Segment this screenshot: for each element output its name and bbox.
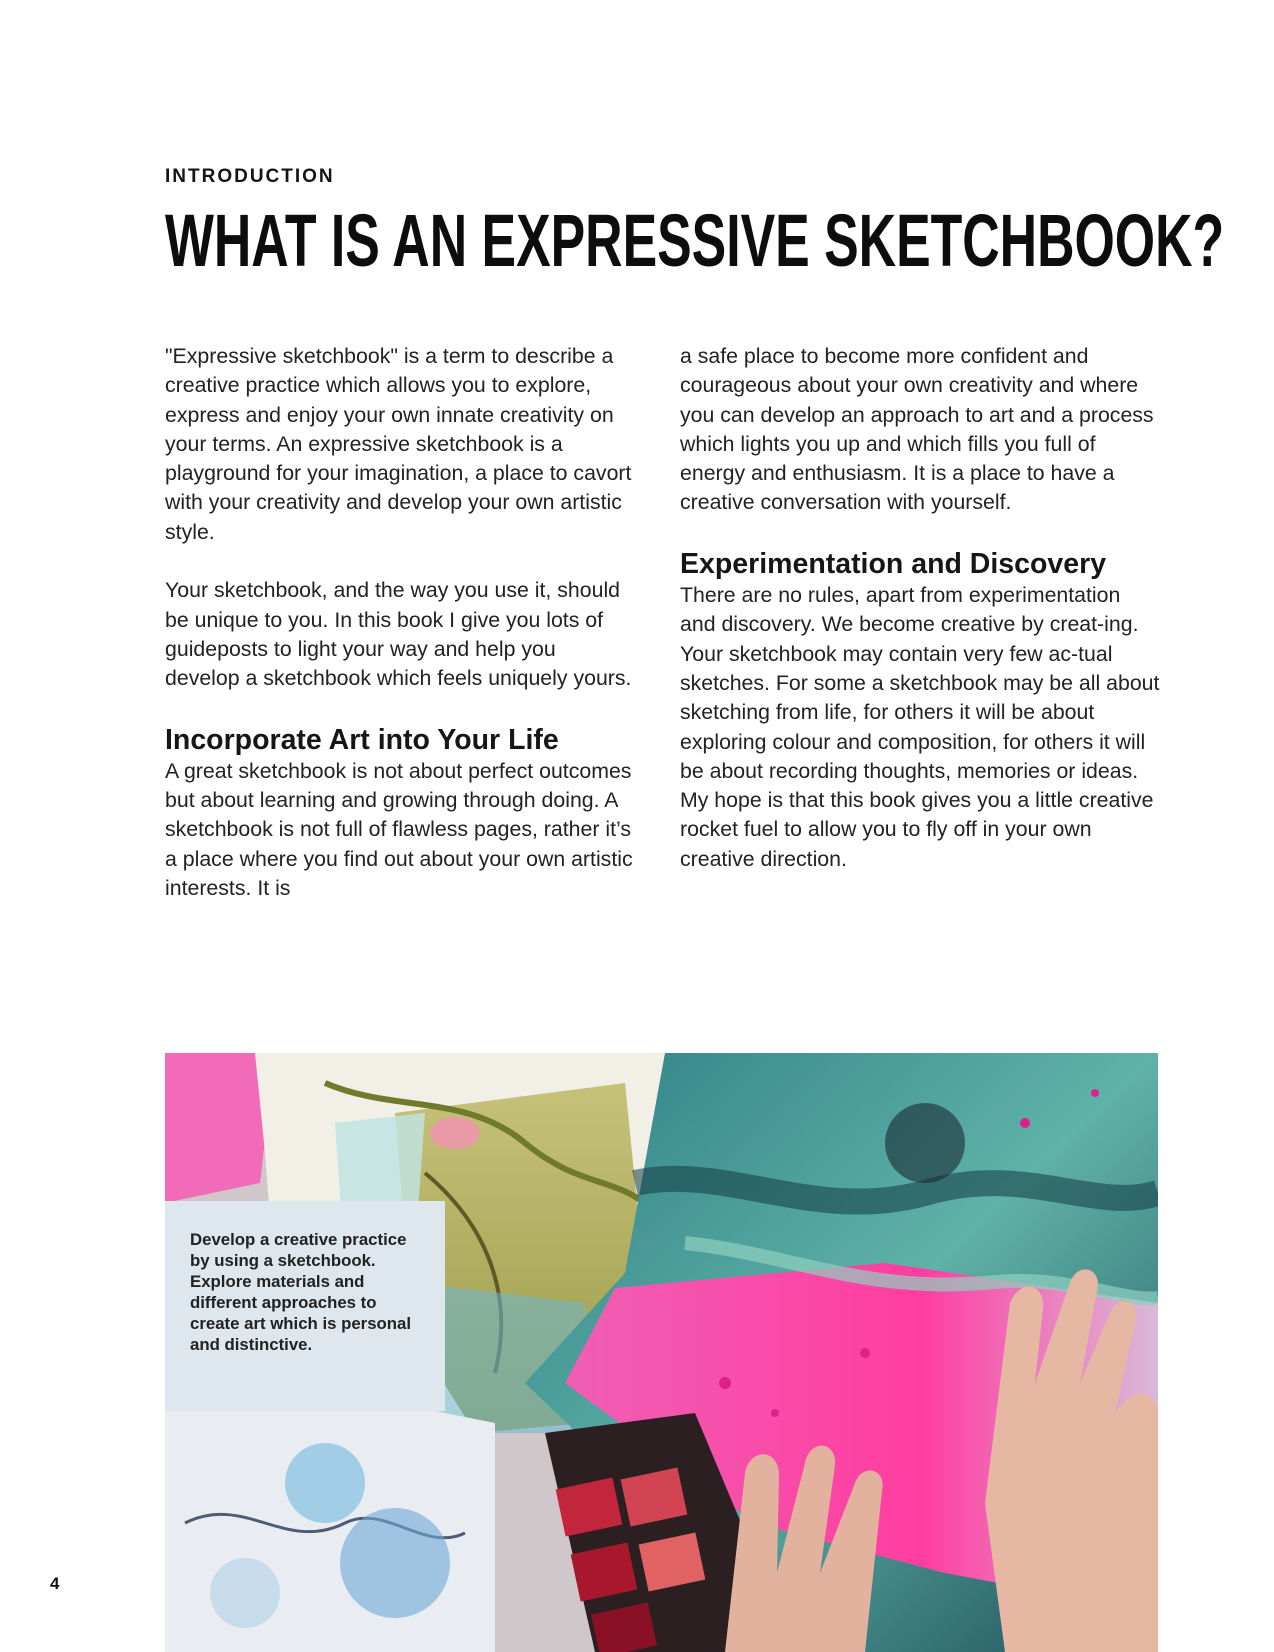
left-column (165, 342, 635, 933)
page-title: WHAT IS AN EXPRESSIVE SKETCHBOOK? (165, 199, 1225, 282)
section-kicker: INTRODUCTION (165, 166, 335, 187)
section-heading-experimentation: Experimentation and Discovery (680, 548, 1107, 581)
right-column (680, 342, 1160, 903)
intro-paragraph: "Expressive sketchbook" is a term to describe a creative practice which allows you to explore, express and enjoy your own innate creativity on your terms. An expressive sketchbook is a playground for your imagination, a place to cavort with your creativity and develop your own artistic style. (165, 344, 632, 544)
section-heading-incorporate-art: Incorporate Art into Your Life (165, 723, 559, 756)
page-number: 4 (50, 1574, 60, 1593)
safe-place-paragraph: a safe place to become more confident and courageous about your own creativity and where you can develop an approach to art and a process which lights you up and which fills you full of energy and enthusiasm. It is a place to have a creative conversation with yourself. (680, 344, 1154, 515)
experimentation-paragraph: There are no rules, apart from experimentation and discovery. We become creative by creat-ing. Your sketchbook may contain very few ac-tual sketches. For some a sketchbook may be all about sketching from life, for others it will be about exploring colour and composition, for others it will be about recording thoughts, memories or ideas. My hope is that this book gives you a little creative rocket fuel to allow you to fly off in your own creative direction. (680, 583, 1160, 871)
unique-paragraph: Your sketchbook, and the way you use it, should be unique to you. In this book I give you lots of guideposts to light your way and help you develop a sketchbook which feels uniquely yours. (165, 578, 632, 691)
incorporate-paragraph: A great sketchbook is not about perfect outcomes but about learning and growing through doing. A sketchbook is not full of flawless pages, rather it’s a place where you find out about your own artistic interests. It is (165, 758, 633, 901)
photo-caption: Develop a creative practice by using a sketchbook. Explore materials and different approaches to create art which is personal and distinctive. (165, 1201, 445, 1411)
